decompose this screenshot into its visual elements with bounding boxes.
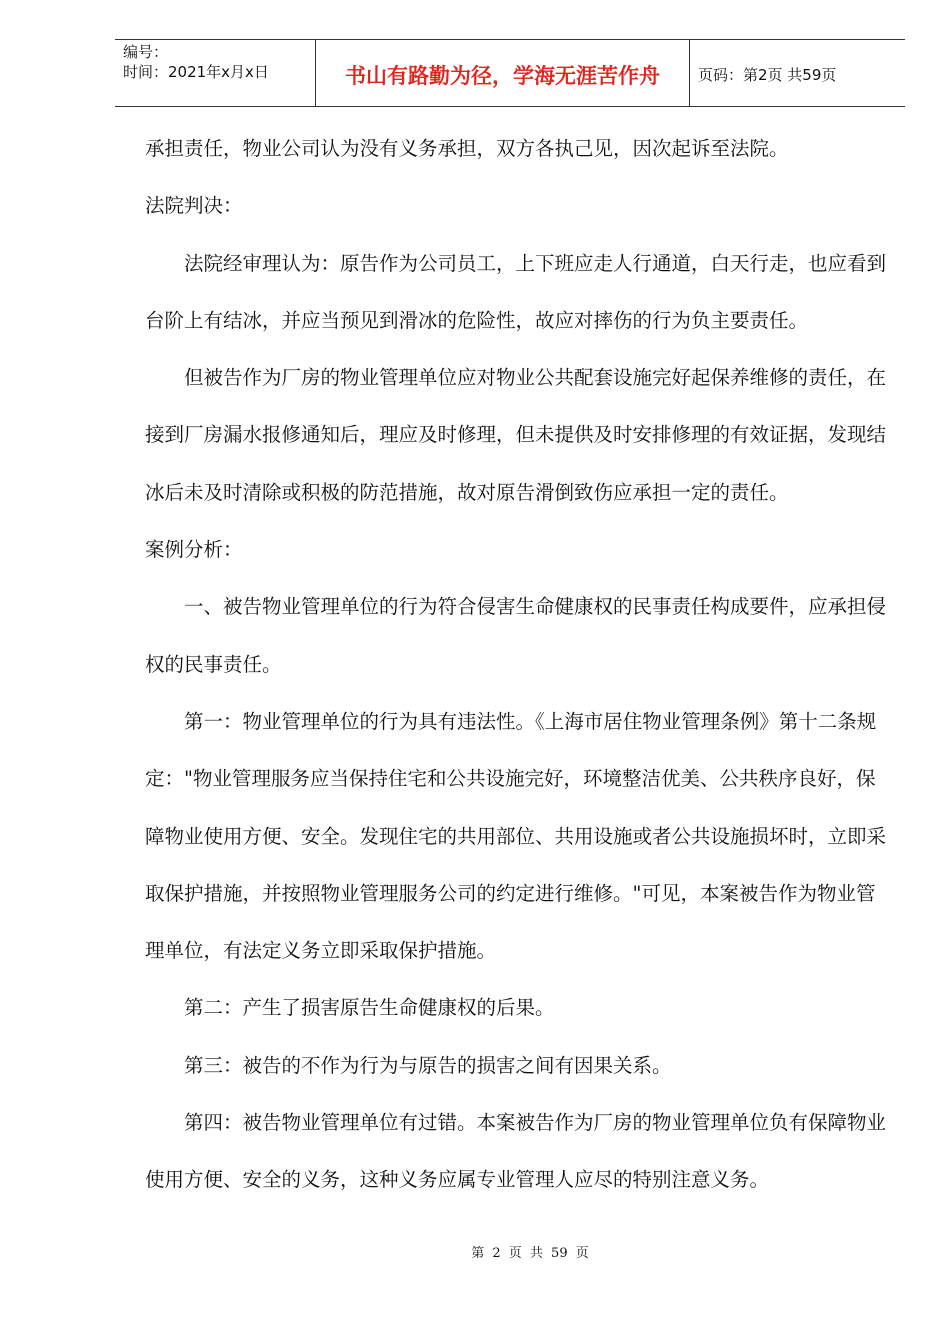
section-heading-analysis: 案例分析： bbox=[145, 538, 243, 562]
body-line: 一、被告物业管理单位的行为符合侵害生命健康权的民事责任构成要件，应承担侵 bbox=[145, 595, 887, 619]
body-line: 冰后未及时清除或积极的防范措施，故对原告滑倒致伤应承担一定的责任。 bbox=[145, 480, 789, 504]
body-line: 第一：物业管理单位的行为具有违法性。《上海市居住物业管理条例》第十二条规 bbox=[145, 709, 877, 733]
body-line: 取保护措施，并按照物业管理服务公司的约定进行维修。"可见，本案被告作为物业管 bbox=[145, 881, 876, 905]
body-line: 使用方便、安全的义务，这种义务应属专业管理人应尽的特别注意义务。 bbox=[145, 1168, 770, 1192]
body-line: 第二：产生了损害原告生命健康权的后果。 bbox=[145, 996, 555, 1020]
section-heading-verdict: 法院判决： bbox=[145, 194, 243, 218]
body-line: 权的民事责任。 bbox=[145, 652, 282, 676]
body-line: 法院经审理认为：原告作为公司员工，上下班应走人行通道，白天行走，也应看到 bbox=[145, 251, 887, 275]
body-line: 理单位，有法定义务立即采取保护措施。 bbox=[145, 939, 497, 963]
document-number-label: 编号： bbox=[123, 43, 169, 61]
header-motto-cell bbox=[315, 40, 690, 106]
body-line: 障物业使用方便、安全。发现住宅的共用部位、共用设施或者公共设施损坏时，立即采 bbox=[145, 824, 887, 848]
page-footer-number: 第 2 页 共 59 页 bbox=[471, 1246, 589, 1261]
header-motto: 书山有路勤为径，学海无涯苦作舟 bbox=[345, 64, 660, 88]
header-page-cell bbox=[690, 40, 905, 106]
body-line: 第三：被告的不作为行为与原告的损害之间有因果关系。 bbox=[145, 1053, 672, 1077]
body-line: 第四：被告物业管理单位有过错。本案被告作为厂房的物业管理单位负有保障物业 bbox=[145, 1111, 887, 1135]
header-page-number: 页码：第2页 共59页 bbox=[698, 66, 837, 84]
body-line: 接到厂房漏水报修通知后，理应及时修理，但未提供及时安排修理的有效证据，发现结 bbox=[145, 423, 887, 447]
document-body bbox=[145, 131, 887, 1220]
body-line: 台阶上有结冰，并应当预见到滑冰的危险性，故应对摔伤的行为负主要责任。 bbox=[145, 308, 809, 332]
page-header bbox=[115, 39, 905, 107]
document-time-label: 时间：2021年x月x日 bbox=[123, 63, 269, 81]
body-line: 承担责任，物业公司认为没有义务承担，双方各执己见，因次起诉至法院。 bbox=[145, 137, 789, 160]
body-line: 但被告作为厂房的物业管理单位应对物业公共配套设施完好起保养维修的责任，在 bbox=[145, 366, 887, 390]
header-meta-cell bbox=[115, 40, 315, 106]
body-line: 定："物业管理服务应当保持住宅和公共设施完好，环境整洁优美、公共秩序良好，保 bbox=[145, 767, 876, 791]
